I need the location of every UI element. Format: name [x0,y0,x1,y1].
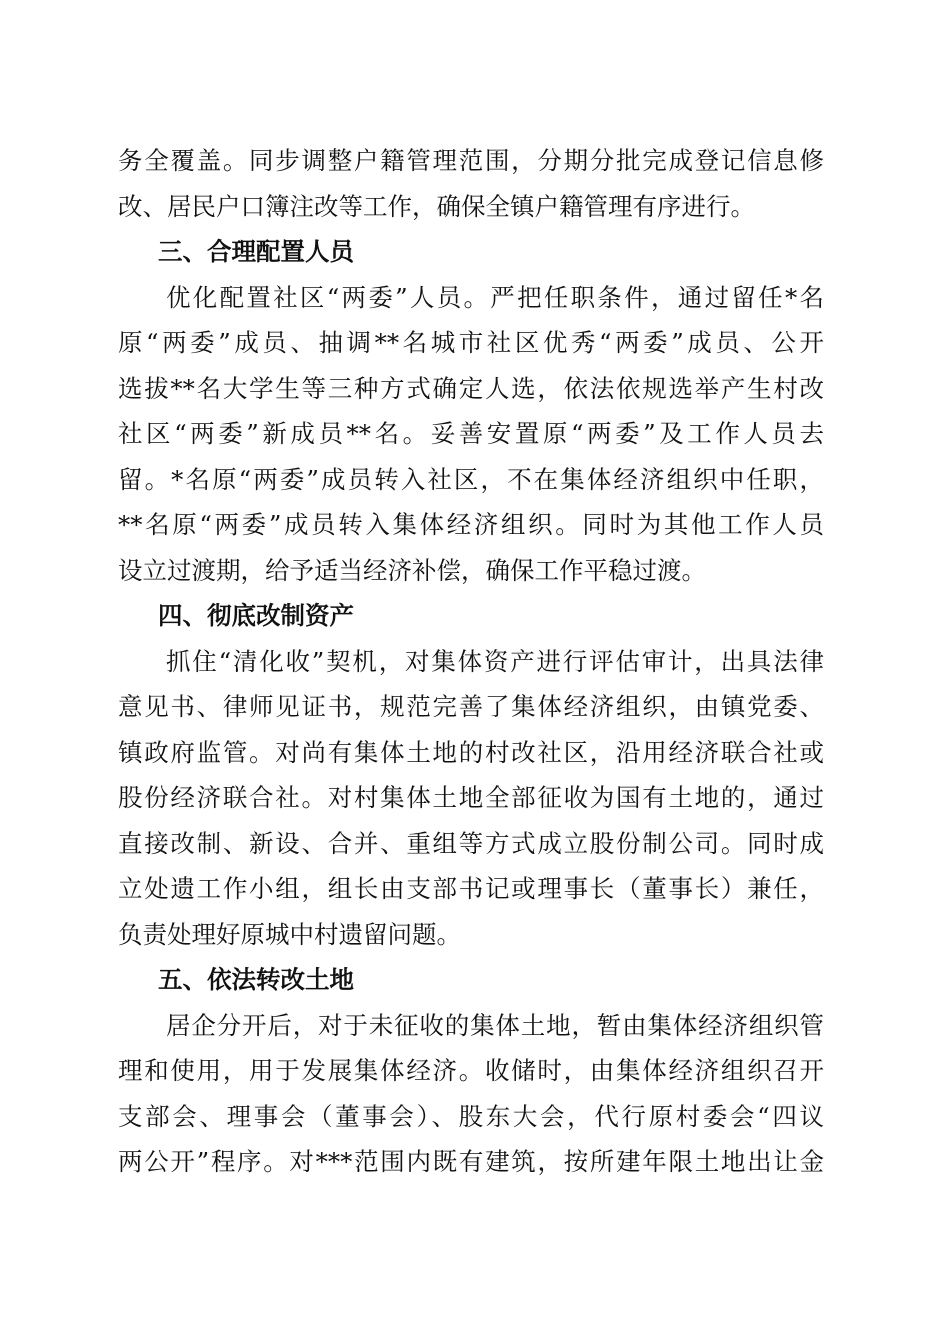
text-line: 社区“两委”新成员**名。妥善安置原“两委”及工作人员去 [118,419,824,448]
document-body [118,138,824,1185]
paragraph-section-5 [118,1003,824,1185]
text-line: 务全覆盖。同步调整户籍管理范围，分期分批完成登记信息修 [118,146,824,175]
section-heading-5: 五、依法转改土地 [158,965,354,994]
text-line: 直接改制、新设、合并、重组等方式成立股份制公司。同时成 [118,828,824,858]
text-line: 镇政府监管。对尚有集体土地的村改社区，沿用经济联合社或 [118,737,824,767]
section-heading-4: 四、彻底改制资产 [158,601,354,630]
text-line: 立处遗工作小组，组长由支部书记或理事长（董事长）兼任， [118,874,824,903]
text-line: 原“两委”成员、抽调**名城市社区优秀“两委”成员、公开 [118,328,824,357]
text-line: 居企分开后，对于未征收的集体土地，暂由集体经济组织管 [166,1010,824,1040]
text-line: 选拔**名大学生等三种方式确定人选，依法依规选举产生村改 [118,373,824,403]
text-line: 优化配置社区“两委”人员。严把任职条件，通过留任*名 [166,282,824,312]
paragraph-section-4 [118,639,824,958]
text-line: 意见书、律师见证书，规范完善了集体经济组织，由镇党委、 [118,692,824,721]
text-line: 留。*名原“两委”成员转入社区，不在集体经济组织中任职， [118,464,824,494]
section-heading-3: 三、合理配置人员 [158,237,354,266]
text-line: 理和使用，用于发展集体经济。收储时，由集体经济组织召开 [118,1056,824,1085]
text-line: 抓住“清化收”契机，对集体资产进行评估审计，出具法律 [166,646,824,676]
text-line: 改、居民户口簿注改等工作，确保全镇户籍管理有序进行。 [118,191,755,221]
text-line: 支部会、理事会（董事会）、股东大会，代行原村委会“四议 [118,1101,824,1131]
text-line: **名原“两委”成员转入集体经济组织。同时为其他工作人员 [118,510,824,539]
text-line: 股份经济联合社。对村集体土地全部征收为国有土地的，通过 [118,783,824,812]
paragraph-section-3 [118,275,824,594]
text-line: 两公开”程序。对***范围内既有建筑，按所建年限土地出让金 [118,1147,824,1176]
text-line: 设立过渡期，给予适当经济补偿，确保工作平稳过渡。 [118,555,706,585]
text-line: 负责处理好原城中村遗留问题。 [118,919,461,949]
paragraph-intro [118,138,824,229]
